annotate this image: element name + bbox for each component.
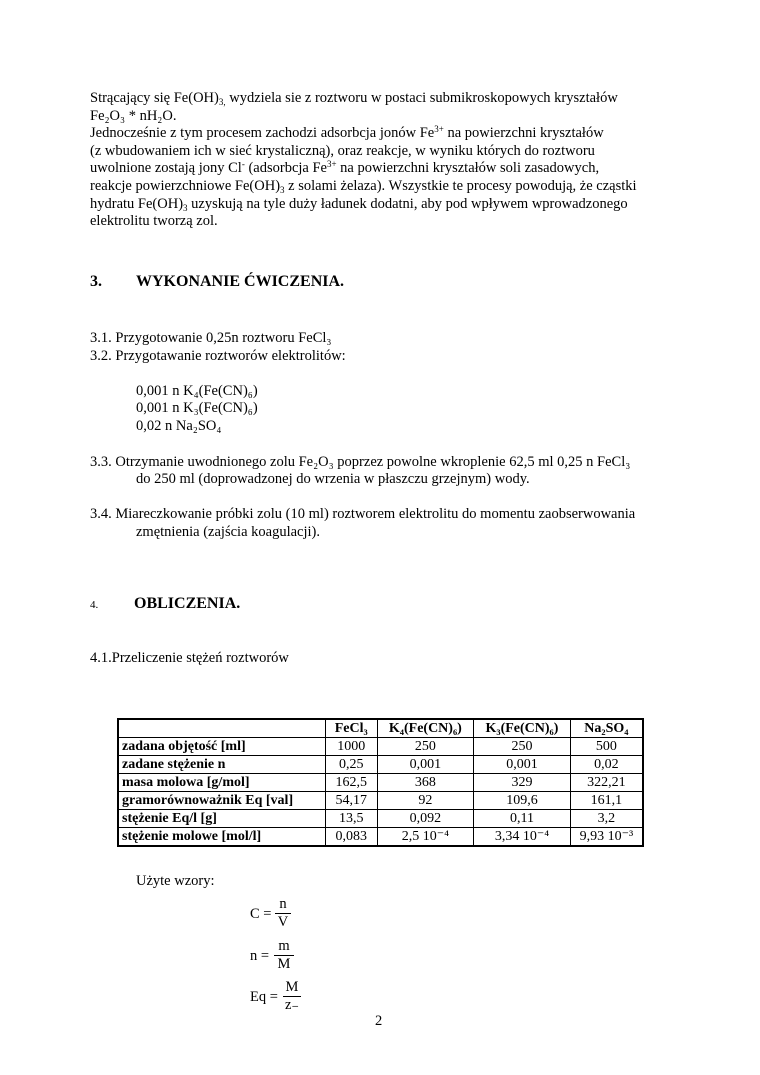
- table-header-cell: Na₂SO₄: [570, 719, 643, 738]
- intro-line: elektrolitu tworzą zol.: [90, 213, 218, 230]
- table-cell: 13,5: [325, 810, 377, 828]
- step-4-1: 4.1.Przeliczenie stężeń roztworów: [90, 650, 289, 666]
- formula-n-lhs: n =: [250, 948, 270, 964]
- formula-eq-numerator: M: [285, 979, 299, 995]
- table-cell: 92: [377, 792, 474, 810]
- table-cell: 0,001: [474, 756, 571, 774]
- table-row: [118, 774, 643, 792]
- table-header-cell: [118, 719, 325, 738]
- table-cell: 250: [474, 738, 571, 756]
- table-cell: 250: [377, 738, 474, 756]
- formula-n-fraction: [273, 938, 295, 973]
- table-cell: 0,11: [474, 810, 571, 828]
- concentration-table: [117, 718, 644, 847]
- table-header-cell: FeCl₃: [325, 719, 377, 738]
- section3-number: 3.: [90, 273, 102, 290]
- electrolyte-2: 0,001 n K₃(Fe(CN)₆): [136, 400, 258, 416]
- table-cell: 161,1: [570, 792, 643, 810]
- table-cell: 9,93 10⁻³: [570, 828, 643, 847]
- intro-line: (z wbudowaniem ich w sieć krystaliczną), oraz reakcje, w wyniku których do roztworu: [90, 142, 595, 159]
- table-cell: 500: [570, 738, 643, 756]
- page-number: 2: [375, 1013, 383, 1029]
- section3-title: WYKONANIE ĆWICZENIA.: [136, 273, 345, 290]
- table-cell: 0,092: [377, 810, 474, 828]
- row-label: masa molowa [g/mol]: [118, 774, 325, 792]
- step-3-2: 3.2. Przygotawanie roztworów elektrolitów:: [90, 348, 346, 364]
- table-row: [118, 810, 643, 828]
- table-row: [118, 756, 643, 774]
- table-cell: 3,2: [570, 810, 643, 828]
- table-cell: 1000: [325, 738, 377, 756]
- step-3-4-line1: 3.4. Miareczkowanie próbki zolu (10 ml) roztworem elektrolitu do momentu zaobserwowania: [90, 506, 636, 522]
- table-cell: 0,083: [325, 828, 377, 847]
- table-row: [118, 792, 643, 810]
- formula-c-fraction: [274, 896, 292, 931]
- table-row: [118, 828, 643, 847]
- table-cell: 0,02: [570, 756, 643, 774]
- table-cell: 322,21: [570, 774, 643, 792]
- section4-title: OBLICZENIA.: [134, 595, 241, 612]
- intro-line: reakcje powierzchniowe $Fe(OH)_3$ z solami żelaza). Wszystkie te procesy powodują, że cząstki: [90, 177, 637, 195]
- section4-number: 4.: [90, 599, 99, 611]
- electrolyte-1: 0,001 n K₄(Fe(CN)₆): [136, 383, 258, 399]
- intro-line: Jednocześnie z tym procesem zachodzi adsorbcja jonów $Fe^{3+}$ na powierzchni kryształów: [90, 124, 604, 142]
- row-label: gramorównoważnik Eq [val]: [118, 792, 325, 810]
- row-label: stężenie Eq/l [g]: [118, 810, 325, 828]
- table-cell: 329: [474, 774, 571, 792]
- table-cell: 162,5: [325, 774, 377, 792]
- table-header-cell: K₄(Fe(CN)₆): [377, 719, 474, 738]
- intro-line: Fe₂O₃ * nH₂O.: [90, 107, 177, 124]
- row-label: zadane stężenie n: [118, 756, 325, 774]
- table-cell: 0,001: [377, 756, 474, 774]
- formula-n-numerator: m: [278, 938, 290, 954]
- row-label: stężenie molowe [mol/l]: [118, 828, 325, 847]
- step-3-3-line2: do 250 ml (doprowadzonej do wrzenia w płaszczu grzejnym) wody.: [136, 471, 530, 487]
- row-label: zadana objętość [ml]: [118, 738, 325, 756]
- formula-eq-lhs: Eq =: [250, 989, 278, 1005]
- intro-line: Strącający się $Fe(OH)_{3,}$ wydziela sie z roztworu w postaci submikroskopowych kryształów: [90, 90, 618, 107]
- intro-paragraph: [90, 90, 637, 231]
- formula-c-lhs: C =: [250, 906, 272, 922]
- electrolyte-3: 0,02 n Na₂SO₄: [136, 418, 222, 434]
- table-cell: 3,34 10⁻⁴: [474, 828, 571, 847]
- formula-c-denominator: V: [277, 914, 289, 930]
- step-3-3-line1: 3.3. Otrzymanie uwodnionego zolu Fe₂O₃ poprzez powolne wkroplenie 62,5 ml 0,25 n FeCl₃: [90, 454, 631, 470]
- formula-n-denominator: M: [277, 956, 291, 972]
- table-cell: 109,6: [474, 792, 571, 810]
- intro-line: hydratu $Fe(OH)_3$ uzyskują na tyle duży ładunek dodatni, aby pod wpływem wprowadzonego: [90, 195, 628, 213]
- table-cell: 368: [377, 774, 474, 792]
- table-cell: 2,5 10⁻⁴: [377, 828, 474, 847]
- table-header-row: [118, 719, 643, 738]
- intro-line: uwolnione zostają jony Cl- (adsorbcja $Fe^{3+}$ na powierzchni kryształów soli zasadowych,: [90, 159, 600, 177]
- formula-eq-denominator: z₋: [284, 997, 300, 1013]
- formulas-caption: Użyte wzory:: [136, 873, 215, 889]
- step-3-4-line2: zmętnienia (zajścia koagulacji).: [136, 524, 320, 540]
- table-header-cell: K₃(Fe(CN)₆): [474, 719, 571, 738]
- formula-eq-fraction: [282, 979, 302, 1014]
- table-row: [118, 738, 643, 756]
- table-cell: 54,17: [325, 792, 377, 810]
- step-3-1: 3.1. Przygotowanie 0,25n roztworu FeCl₃: [90, 330, 332, 346]
- formula-c-numerator: n: [279, 896, 287, 912]
- table-cell: 0,25: [325, 756, 377, 774]
